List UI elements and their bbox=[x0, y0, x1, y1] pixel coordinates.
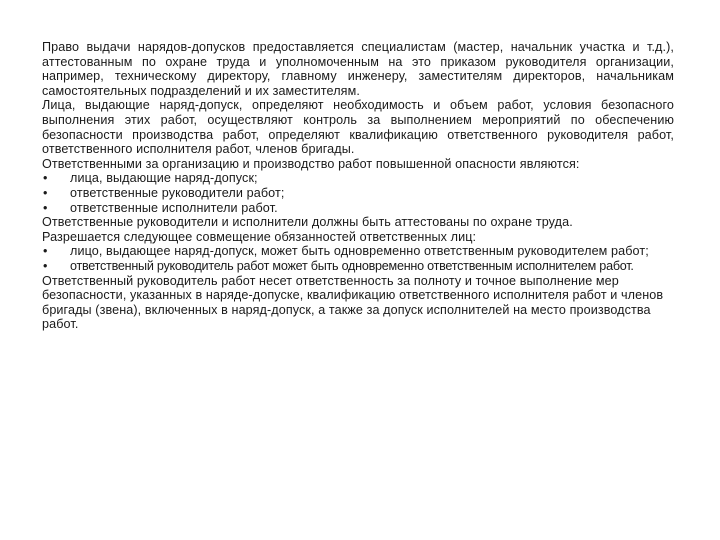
list-item bbox=[42, 259, 674, 274]
list-item bbox=[42, 244, 674, 259]
paragraph-responsible-persons-intro: Ответственными за организацию и производство работ повышенной опасности являются: bbox=[42, 156, 580, 171]
list-item-text: лица, выдающие наряд-допуск; bbox=[70, 171, 258, 186]
bullet-icon: • bbox=[43, 200, 48, 215]
paragraph-permit-issuance-right: Право выдачи нарядов-допусков предоставляется специалистам (мастер, начальник участка и т.д.), аттестованным по охране труда и уполномоченным на это приказом руководителя организации, например, техническому директору, главному инженеру, заместителям директоров, начальникам самостоятельных подразделений и их заместителям. bbox=[42, 40, 674, 98]
bullet-icon: • bbox=[43, 171, 48, 186]
list-item-text: ответственные исполнители работ. bbox=[70, 200, 278, 215]
list-item bbox=[42, 171, 674, 186]
bullet-icon: • bbox=[43, 244, 48, 259]
bullet-icon: • bbox=[43, 258, 48, 273]
paragraph-certification-requirement: Ответственные руководители и исполнители должны быть аттестованы по охране труда. bbox=[42, 215, 573, 230]
list-item-text: ответственные руководители работ; bbox=[70, 185, 285, 200]
list-item bbox=[42, 201, 674, 216]
list-item-text: ответственный руководитель работ может быть одновременно ответственным исполнителем работ. bbox=[70, 258, 634, 273]
list-item bbox=[42, 186, 674, 201]
paragraph-permit-issuers-duties: Лица, выдающие наряд-допуск, определяют необходимость и объем работ, условия безопасного выполнения этих работ, осуществляют контроль за выполнением мероприятий по обеспечению безопасности производства работ, определяют квалификацию ответственного руководителя работ, ответственного исполнителя работ, членов бригады. bbox=[42, 98, 674, 157]
paragraph-combined-duties-intro: Разрешается следующее совмещение обязанностей ответственных лиц: bbox=[42, 229, 477, 244]
body-text-block bbox=[42, 40, 674, 332]
bullet-icon: • bbox=[43, 185, 48, 200]
list-item-text: лицо, выдающее наряд-допуск, может быть одновременно ответственным руководителем работ; bbox=[70, 244, 649, 259]
paragraph-supervisor-responsibility: Ответственный руководитель работ несет ответственность за полноту и точное выполнение мер безопасности, указанных в наряде-допуске, квалификацию ответственного исполнителя работ и членов бригады (звена), включенных в наряд-допуск, а также за допуск исполнителей на место производства работ. bbox=[42, 273, 664, 332]
